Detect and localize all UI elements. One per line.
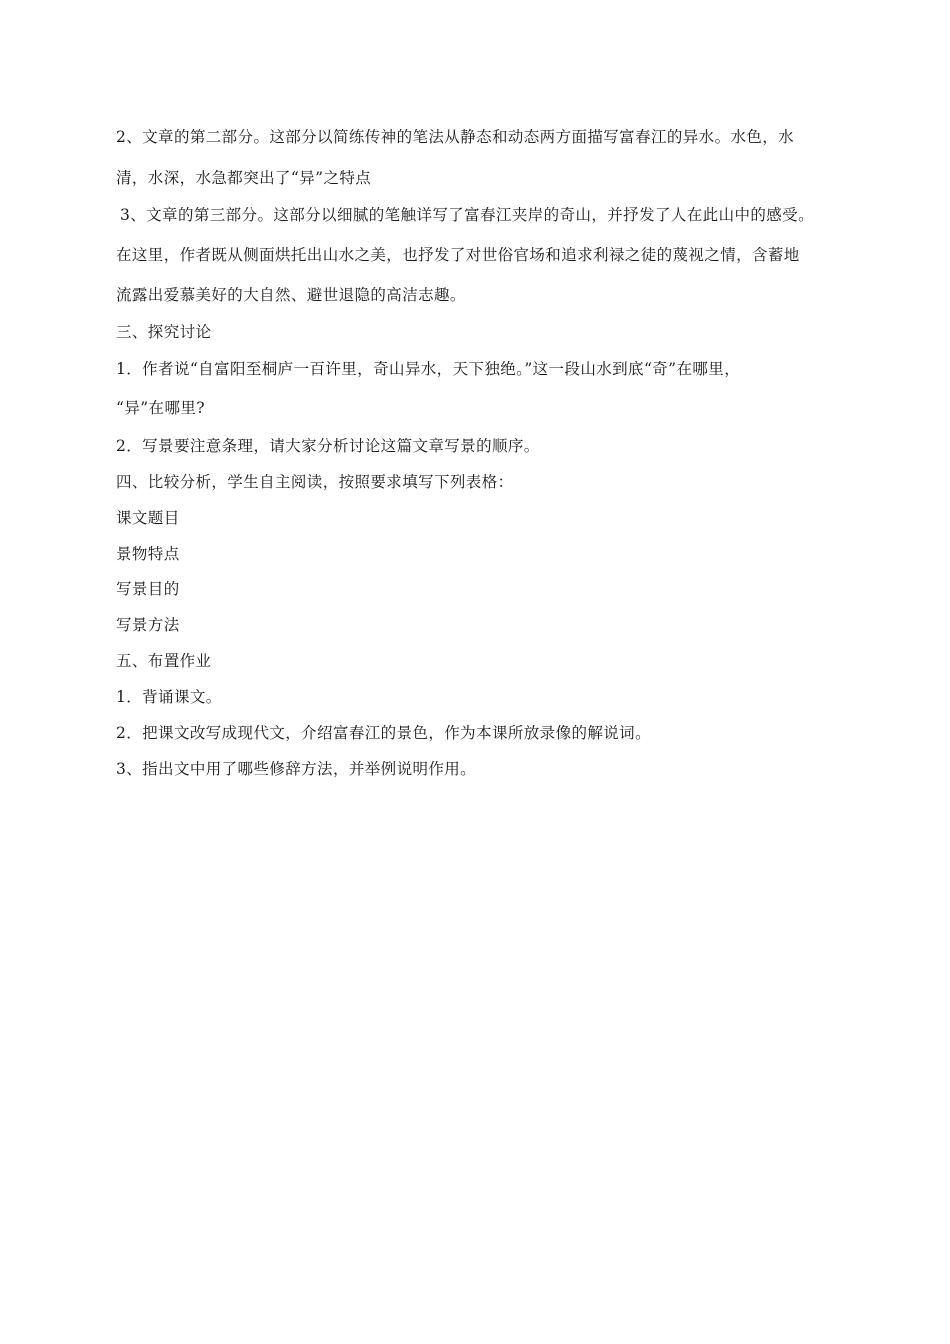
question-1-line-2: “异”在哪里? <box>116 399 205 417</box>
paragraph-part-three-line-1: 3、文章的第三部分。这部分以细腻的笔触详写了富春江夹岸的奇山，并抒发了人在此山中的感受。 <box>120 206 814 224</box>
section-heading-comparison: 四、比较分析，学生自主阅读，按照要求填写下列表格： <box>116 473 514 491</box>
paragraph-part-two-line-2: 清，水深，水急都突出了“异”之特点 <box>116 169 372 187</box>
question-1-line-1: 1．作者说“自富阳至桐庐一百许里，奇山异水，天下独绝。”这一段山水到底“奇”在哪里， <box>116 360 741 378</box>
table-field-purpose: 写景目的 <box>116 580 180 598</box>
paragraph-part-three-line-3: 流露出爱慕美好的大自然、避世退隐的高洁志趣。 <box>116 286 466 304</box>
table-field-method: 写景方法 <box>116 616 180 634</box>
section-heading-homework: 五、布置作业 <box>116 652 212 670</box>
question-2: 2．写景要注意条理，请大家分析讨论这篇文章写景的顺序。 <box>116 437 540 455</box>
homework-item-1: 1．背诵课文。 <box>116 688 222 706</box>
homework-item-2: 2．把课文改写成现代文，介绍富春江的景色，作为本课所放录像的解说词。 <box>116 724 651 742</box>
homework-item-3: 3、指出文中用了哪些修辞方法，并举例说明作用。 <box>116 760 477 778</box>
paragraph-part-two-line-1: 2、文章的第二部分。这部分以简练传神的笔法从静态和动态两方面描写富春江的异水。水色，水 <box>116 128 795 146</box>
table-field-features: 景物特点 <box>116 545 180 563</box>
paragraph-part-three-line-2: 在这里，作者既从侧面烘托出山水之美，也抒发了对世俗官场和追求利禄之徒的蔑视之情，含蓄地 <box>116 246 800 264</box>
section-heading-discussion: 三、探究讨论 <box>116 323 212 341</box>
table-field-title: 课文题目 <box>116 509 180 527</box>
